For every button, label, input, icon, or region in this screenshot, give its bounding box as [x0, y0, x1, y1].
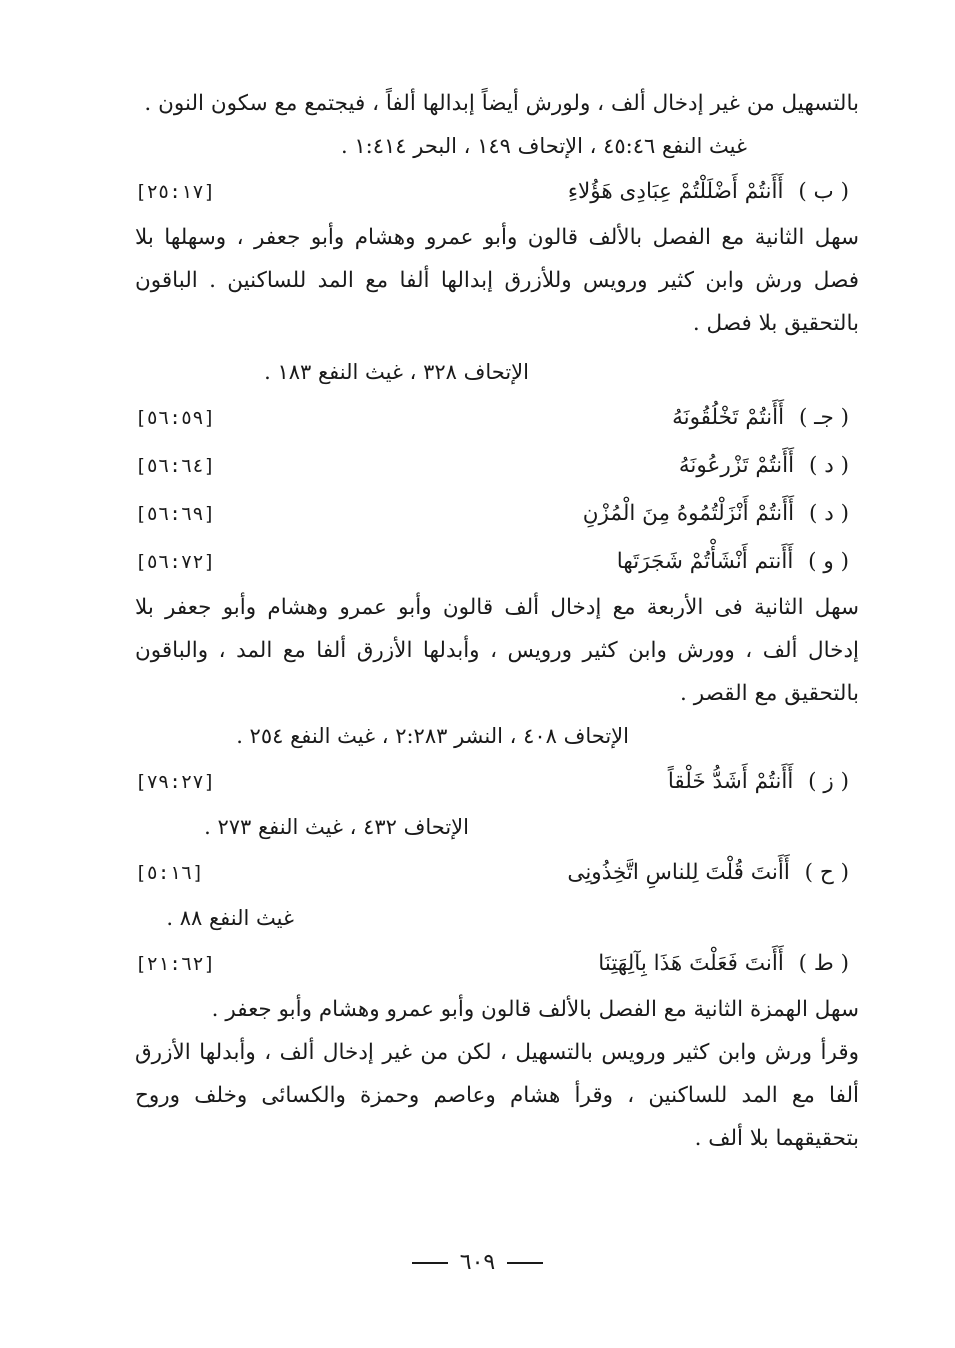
verse-text: أَأَنتم أَنْشَأْتُمْ شَجَرَتَها — [616, 549, 794, 574]
verse-line-w — [135, 538, 859, 586]
verse-text: أَأَنتُمْ أَنْزَلْتُمُوهُ مِنَ الْمُزْنِ — [582, 501, 795, 526]
verse-citation: [٥:١٦] — [135, 862, 204, 884]
paragraph-commentary: وقرأ ورش وابن كثير ورويس بالتسهيل ، لكن من غير إدخال ألف ، وأبدلها الأزرق ألفا مع المد للساكنين ، وقرأ هشام وعاصم وحمزة والكسائى وخلف وروح بتحقيقهما بلا ألف . — [135, 1040, 859, 1151]
reference-line: الإتحاف ٤٣٢ ، غيث النفع ٢٧٣ . — [204, 815, 469, 839]
verse-label: ( ط ) — [798, 951, 849, 976]
folio-dash-left — [507, 1262, 543, 1264]
reference-line: الإتحاف ٤٠٨ ، النشر ٢:٢٨٣ ، غيث النفع ٢٥٤ . — [236, 724, 629, 748]
verse-line-b — [135, 168, 859, 216]
verse-line-h — [135, 849, 859, 897]
page-body — [135, 82, 859, 1160]
paragraph-commentary: سهل الثانية مع الفصل بالألف قالون وأبو عمرو وهشام وأبو جعفر ، وسهلها بلا فصل ورش وابن كثير ورويس وللأزرق إبدالها ألفا مع المد للساكنين . الباقون بالتحقيق بلا فصل . — [135, 225, 859, 336]
verse-label: ( ح ) — [804, 860, 849, 885]
page-number-footer — [0, 1243, 955, 1283]
verse-text: أَأَنتَ قُلْتَ لِلناسِ اتَّخِذُونِى — [567, 860, 790, 885]
verse-citation: [٥٦:٦٩] — [135, 503, 216, 525]
verse-line-z — [135, 758, 859, 806]
verse-label: ( ز ) — [808, 769, 849, 794]
verse-line-j — [135, 394, 859, 442]
verse-citation: [٢١:٦٢] — [135, 953, 216, 975]
paragraph-intro: بالتسهيل من غير إدخال ألف ، ولورش أيضاً إبدالها ألفاً ، فيجتمع مع سكون النون . — [144, 91, 859, 116]
verse-label: ( ب ) — [798, 179, 849, 204]
verse-text: أَأَنتُمْ تَخْلُقُونَهُ — [672, 405, 785, 430]
paragraph-commentary: سهل الثانية فى الأربعة مع إدخال ألف قالون وأبو عمرو وهشام وأبو جعفر بلا إدخال ألف ، وورش وابن كثير ورويس ، وأبدلها الأزرق ألفا مع المد ، والباقون بالتحقيق مع القصر . — [135, 595, 859, 706]
verse-text: أَأَنتَ فَعَلْتَ هَذَا بِآلِهَتِنَا — [598, 951, 784, 976]
verse-citation: [٥٦:٧٢] — [135, 551, 216, 573]
verse-line-d2 — [135, 490, 859, 538]
verse-text: أَأَنتُمْ أَشَدُّ خَلْقاً — [667, 769, 794, 794]
verse-label: ( جـ ) — [798, 405, 849, 430]
verse-line-d1 — [135, 442, 859, 490]
reference-line: غيث النفع ٨٨ . — [166, 906, 294, 930]
verse-citation: [٥٦:٦٤] — [135, 455, 216, 477]
verse-text: أَأَنتُمْ أَضْلَلْتُمْ عِبَادِى هَؤُلاءِ — [567, 179, 784, 204]
verse-citation: [٥٦:٥٩] — [135, 407, 216, 429]
verse-label: ( د ) — [808, 501, 849, 526]
page-number: ٦٠٩ — [459, 1250, 496, 1275]
verse-citation: [٧٩:٢٧] — [135, 771, 216, 793]
verse-text: أَأَنتُمْ تَزْرعُونَهُ — [678, 453, 795, 478]
verse-label: ( و ) — [808, 549, 849, 574]
verse-line-t — [135, 940, 859, 988]
verse-label: ( د ) — [808, 453, 849, 478]
verse-citation: [٢٥:١٧] — [135, 181, 216, 203]
folio-dash-right — [412, 1262, 448, 1264]
reference-line: غيث النفع ٤٥:٤٦ ، الإتحاف ١٤٩ ، البحر ١:٤١٤ . — [341, 134, 747, 158]
paragraph-commentary: سهل الهمزة الثانية مع الفصل بالألف قالون وأبو عمرو وهشام وأبو جعفر . — [211, 997, 859, 1022]
reference-line: الإتحاف ٣٢٨ ، غيث النفع ١٨٣ . — [264, 360, 529, 384]
